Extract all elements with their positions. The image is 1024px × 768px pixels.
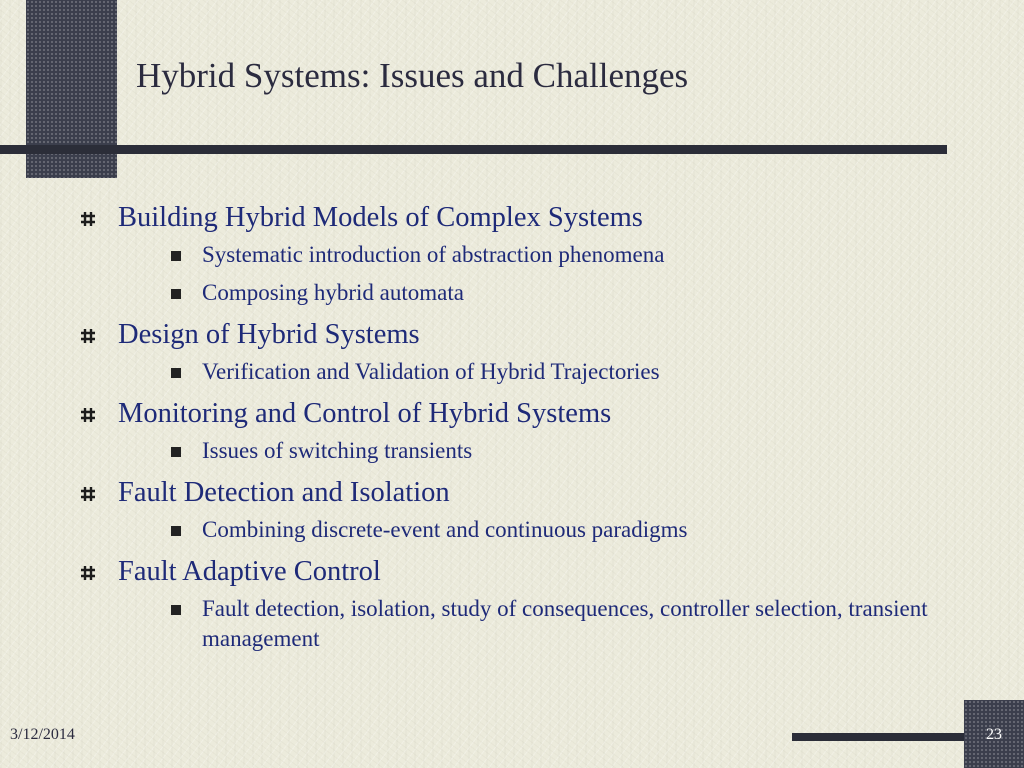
bullet-fault-detection <box>78 475 978 545</box>
bullet-building-hybrid-models <box>78 200 978 308</box>
hash-bullet-icon <box>80 328 96 344</box>
sub-bullet-verification <box>118 357 942 387</box>
sub-bullet-discrete-continuous <box>118 515 942 545</box>
sub-bullet-list <box>118 515 978 545</box>
sub-bullet-list <box>118 594 978 654</box>
sub-bullet-controller-selection <box>118 594 942 654</box>
square-bullet-icon <box>171 526 181 536</box>
bullet-text: Monitoring and Control of Hybrid Systems <box>118 398 612 429</box>
slide-content <box>78 200 978 654</box>
footer-divider-rule <box>792 733 964 741</box>
sub-bullet-switching-transients <box>118 436 942 466</box>
bullet-monitoring-control <box>78 396 978 466</box>
bullet-design-hybrid-systems <box>78 317 978 387</box>
hash-bullet-icon <box>80 486 96 502</box>
title-divider-rule <box>0 145 947 154</box>
bullet-text: Fault Adaptive Control <box>118 556 381 587</box>
sub-bullet-text: Verification and Validation of Hybrid Trajectories <box>202 359 660 384</box>
sub-bullet-list <box>118 436 978 466</box>
sub-bullet-list <box>118 240 978 308</box>
sub-bullet-composing-automata <box>118 278 942 308</box>
hash-bullet-icon <box>80 407 96 423</box>
bullet-fault-adaptive-control <box>78 554 978 654</box>
square-bullet-icon <box>171 251 181 261</box>
slide-title: Hybrid Systems: Issues and Challenges <box>136 56 689 95</box>
hash-bullet-icon <box>80 565 96 581</box>
sub-bullet-abstraction <box>118 240 942 270</box>
sub-bullet-text: Composing hybrid automata <box>202 280 464 305</box>
bullet-text: Design of Hybrid Systems <box>118 319 420 350</box>
sub-bullet-text: Combining discrete-event and continuous paradigms <box>202 517 688 542</box>
sub-bullet-text: Systematic introduction of abstraction phenomena <box>202 242 665 267</box>
square-bullet-icon <box>171 447 181 457</box>
sub-bullet-text: Fault detection, isolation, study of consequences, controller selection, transient management <box>202 596 928 651</box>
square-bullet-icon <box>171 289 181 299</box>
bullet-text: Fault Detection and Isolation <box>118 477 450 508</box>
sub-bullet-text: Issues of switching transients <box>202 438 473 463</box>
bullet-text: Building Hybrid Models of Complex Systems <box>118 202 643 233</box>
hash-bullet-icon <box>80 211 96 227</box>
square-bullet-icon <box>171 368 181 378</box>
sub-bullet-list <box>118 357 978 387</box>
slide-number: 23 <box>986 726 1002 743</box>
footer-date: 3/12/2014 <box>10 726 75 743</box>
square-bullet-icon <box>171 605 181 615</box>
